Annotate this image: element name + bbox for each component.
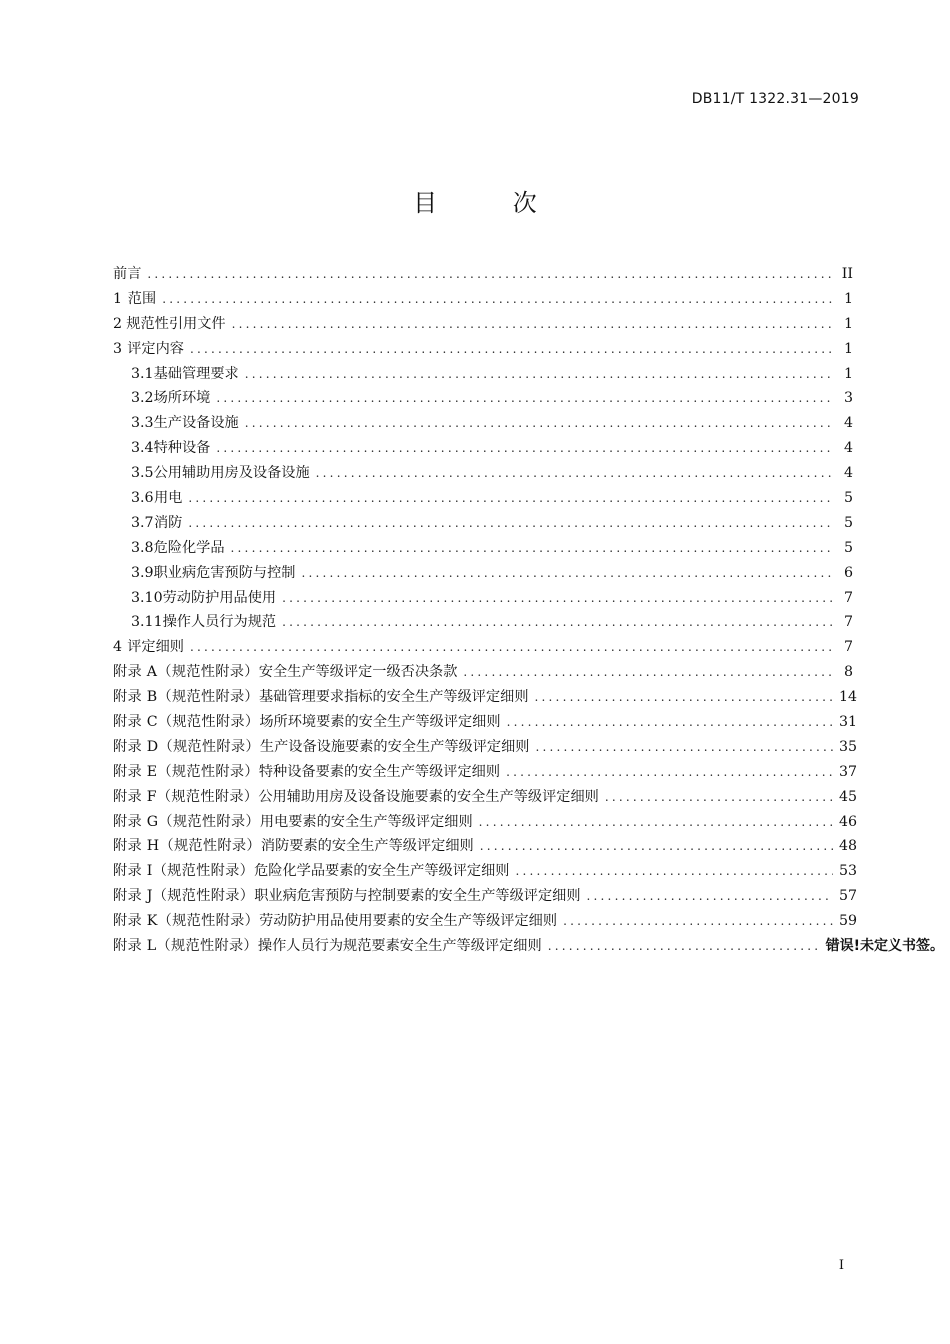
dot-leader (587, 884, 833, 909)
toc-entry-number: 附录 L（规范性附录） (113, 938, 258, 955)
toc-entry[interactable] (113, 735, 858, 760)
toc-entry-page: 59 (839, 913, 858, 930)
toc-entry-label: 评定内容 (127, 340, 184, 357)
toc-entry-page: 53 (839, 863, 858, 880)
toc-entry[interactable] (113, 461, 853, 486)
dot-leader (190, 337, 833, 362)
toc-entry-page: 46 (839, 813, 858, 830)
toc-entry[interactable] (113, 859, 858, 884)
toc-entry-label: 安全生产等级评定一级否决条款 (258, 664, 458, 681)
toc-entry-number: 附录 C（规范性附录） (113, 714, 260, 731)
toc-entry-label: 场所环境 (153, 390, 211, 407)
toc-entry-page: 6 (843, 564, 853, 581)
dot-leader (535, 685, 833, 710)
toc-entry-number: 4 (113, 639, 123, 656)
toc-entry-page: 35 (839, 738, 858, 755)
toc-entry-label: 危险化学品 (153, 539, 225, 556)
dot-leader (480, 834, 833, 859)
toc-entry-page: 1 (843, 315, 853, 332)
toc-entry-page: 45 (839, 788, 858, 805)
toc-entry-page: 1 (843, 340, 853, 357)
toc-entry[interactable] (113, 362, 853, 387)
dot-leader (190, 635, 833, 660)
toc-entry-page: 5 (843, 539, 853, 556)
toc-entry-page: 7 (843, 589, 853, 606)
dot-leader (232, 312, 833, 337)
dot-leader (463, 660, 833, 685)
dot-leader (216, 436, 833, 461)
dot-leader (147, 262, 833, 287)
toc-entry-number: 附录 J（规范性附录） (113, 888, 255, 905)
table-of-contents (113, 262, 945, 959)
toc-entry[interactable] (113, 760, 858, 785)
toc-entry-page: 5 (843, 514, 853, 531)
toc-entry-label: 特种设备要素的安全生产等级评定细则 (258, 763, 501, 780)
dot-leader (162, 287, 833, 312)
toc-entry-page: 4 (843, 465, 853, 482)
dot-leader (605, 785, 833, 810)
toc-entry[interactable] (113, 312, 853, 337)
toc-entry-label: 消防要素的安全生产等级评定细则 (260, 838, 474, 855)
toc-entry[interactable] (113, 810, 858, 835)
toc-entry-number: 3 (113, 340, 123, 357)
toc-entry-label: 场所环境要素的安全生产等级评定细则 (259, 714, 501, 731)
toc-entry-page: 57 (839, 888, 858, 905)
toc-entry-page: 4 (843, 440, 853, 457)
toc-entry-label: 基础管理要求 (153, 365, 239, 382)
toc-entry-label: 评定细则 (127, 639, 184, 656)
toc-entry-label: 操作人员行为规范 (162, 614, 277, 631)
dot-leader (548, 934, 820, 959)
page-title: 目 次 (413, 189, 571, 217)
toc-entry-number: 附录 A（规范性附录） (113, 664, 259, 681)
toc-entry[interactable] (113, 536, 853, 561)
dot-leader (563, 909, 833, 934)
toc-entry-label: 公用辅助用房及设备设施 (153, 465, 310, 482)
toc-entry-number: 附录 I（规范性附录） (113, 863, 255, 880)
toc-entry[interactable] (113, 685, 858, 710)
toc-entry-label: 劳动防护用品使用要素的安全生产等级评定细则 (259, 913, 558, 930)
toc-entry-label: 用电要素的安全生产等级评定细则 (259, 813, 473, 830)
toc-entry[interactable] (113, 884, 858, 909)
toc-entry-page: 7 (843, 614, 853, 631)
toc-entry-number: 3.9 (131, 564, 154, 581)
toc-entry[interactable] (113, 934, 945, 959)
toc-entry-page: 14 (839, 689, 858, 706)
dot-leader (282, 586, 833, 611)
dot-leader (216, 386, 833, 411)
toc-entry-page: 4 (843, 415, 853, 432)
toc-entry-number: 附录 B（规范性附录） (113, 689, 259, 706)
dot-leader (507, 710, 833, 735)
toc-entry[interactable] (113, 635, 853, 660)
dot-leader (535, 735, 833, 760)
toc-entry-number: 3.11 (131, 614, 163, 631)
toc-entry[interactable] (113, 511, 853, 536)
toc-entry-label: 规范性引用文件 (126, 315, 226, 332)
toc-entry-number: 2 (113, 315, 123, 332)
toc-entry-label: 危险化学品要素的安全生产等级评定细则 (254, 863, 510, 880)
toc-entry-label: 生产设备设施要素的安全生产等级评定细则 (259, 738, 530, 755)
toc-entry-label: 消防 (153, 514, 183, 531)
toc-entry-label: 特种设备 (153, 440, 211, 457)
toc-entry-page: II (841, 266, 853, 282)
toc-entry-number: 3.5 (131, 465, 154, 482)
toc-entry-label: 用电 (153, 490, 183, 507)
toc-entry[interactable] (113, 386, 853, 411)
toc-entry-label: 前言 (113, 266, 142, 282)
toc-entry[interactable] (113, 710, 858, 735)
toc-entry-label: 基础管理要求指标的安全生产等级评定细则 (258, 689, 529, 706)
toc-entry-page: 5 (843, 490, 853, 507)
page-number: I (838, 1258, 844, 1273)
toc-entry[interactable] (113, 486, 853, 511)
toc-entry[interactable] (113, 411, 853, 436)
toc-entry-number: 附录 F（规范性附录） (113, 788, 259, 805)
toc-entry-number: 附录 H（规范性附录） (113, 838, 261, 855)
toc-entry[interactable] (113, 561, 853, 586)
toc-entry-page: 37 (839, 763, 858, 780)
dot-leader (516, 859, 834, 884)
toc-entry-label: 操作人员行为规范要素安全生产等级评定细则 (257, 938, 542, 955)
dot-leader (506, 760, 833, 785)
toc-entry[interactable] (113, 586, 853, 611)
toc-entry[interactable] (113, 436, 853, 461)
toc-entry-page: 1 (843, 365, 853, 382)
dot-leader (231, 536, 833, 561)
toc-entry-page: 1 (843, 290, 853, 307)
toc-entry[interactable] (113, 610, 853, 635)
toc-entry[interactable] (113, 834, 858, 859)
toc-entry-page: 错误!未定义书签。 (825, 938, 945, 955)
toc-entry-number: 3.1 (131, 365, 154, 382)
toc-entry-number: 1 (113, 290, 123, 307)
toc-entry-label: 劳动防护用品使用 (162, 589, 277, 606)
toc-entry-page: 7 (843, 639, 853, 656)
dot-leader (316, 461, 833, 486)
toc-entry-label: 范围 (127, 290, 157, 307)
toc-entry-number: 3.4 (131, 440, 154, 457)
toc-entry-page: 31 (839, 714, 858, 731)
toc-entry[interactable] (113, 660, 853, 685)
toc-entry-number: 附录 K（规范性附录） (113, 913, 260, 930)
dot-leader (188, 511, 833, 536)
dot-leader (479, 810, 833, 835)
toc-entry-number: 3.6 (131, 490, 154, 507)
toc-entry-page: 48 (839, 838, 858, 855)
toc-entry[interactable] (113, 337, 853, 362)
toc-entry-page: 3 (843, 390, 853, 407)
toc-entry[interactable] (113, 287, 853, 312)
toc-entry-number: 附录 D（规范性附录） (113, 738, 260, 755)
standard-code: DB11/T 1322.31—2019 (691, 91, 859, 107)
dot-leader (245, 362, 833, 387)
toc-entry-number: 3.7 (131, 514, 154, 531)
dot-leader (245, 411, 833, 436)
dot-leader (301, 561, 833, 586)
toc-entry-number: 附录 G（规范性附录） (113, 813, 260, 830)
toc-entry-number: 附录 E（规范性附录） (113, 763, 259, 780)
toc-entry-number: 3.3 (131, 415, 154, 432)
toc-entry-label: 生产设备设施 (153, 415, 239, 432)
toc-entry-label: 职业病危害预防与控制 (153, 564, 296, 581)
toc-entry[interactable] (113, 262, 853, 287)
toc-entry-label: 公用辅助用房及设备设施要素的安全生产等级评定细则 (258, 788, 599, 805)
toc-entry-number: 3.10 (131, 589, 163, 606)
toc-entry-number: 3.2 (131, 390, 154, 407)
toc-entry-number: 3.8 (131, 539, 154, 556)
toc-entry[interactable] (113, 909, 858, 934)
dot-leader (188, 486, 833, 511)
dot-leader (282, 610, 833, 635)
toc-entry-page: 8 (843, 664, 853, 681)
toc-entry[interactable] (113, 785, 858, 810)
toc-entry-label: 职业病危害预防与控制要素的安全生产等级评定细则 (254, 888, 581, 905)
